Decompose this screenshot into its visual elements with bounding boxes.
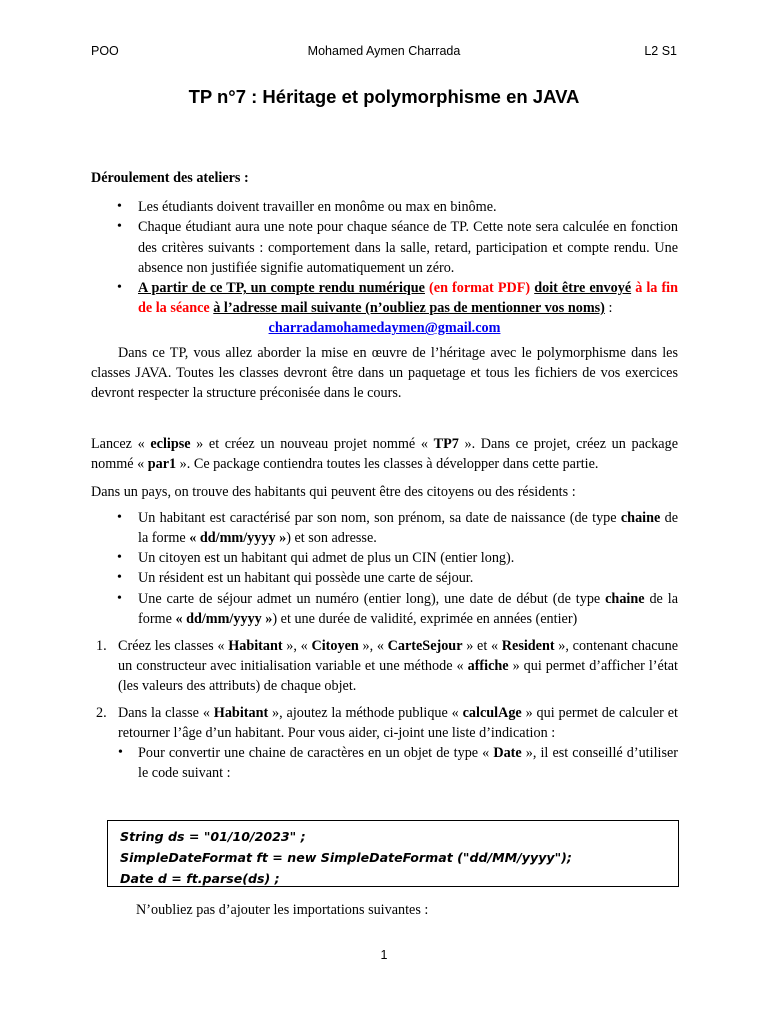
text: de la forme bbox=[138, 590, 678, 627]
class-name: Habitant bbox=[228, 638, 283, 655]
page-title: TP n°7 : Héritage et polymorphisme en JAVA bbox=[188, 86, 580, 107]
header-course: POO bbox=[91, 44, 119, 58]
rule-text: ) bbox=[525, 280, 535, 297]
header-level: L2 S1 bbox=[644, 44, 677, 58]
country-paragraph: Dans un pays, on trouve des habitants qui peuvent être des citoyens ou des résidents : bbox=[91, 483, 576, 500]
step-number: 2. bbox=[96, 704, 107, 721]
text: », ajoutez la méthode publique « bbox=[268, 704, 463, 721]
document-body bbox=[91, 168, 678, 783]
text-bold: chaine bbox=[605, 590, 645, 607]
step-item bbox=[91, 636, 678, 697]
eclipse-label: eclipse bbox=[150, 436, 191, 453]
text: », « bbox=[358, 638, 388, 655]
rule-emphasis: à l’adresse mail suivante (n’oubliez pas de mentionner vos noms) bbox=[213, 300, 605, 317]
text: Dans la classe « bbox=[118, 704, 214, 721]
habitant-item bbox=[91, 589, 678, 629]
habitant-item bbox=[91, 508, 678, 548]
text: » qui permet de calculer et retourner l’âge d’un habitant. Pour vous aider, ci-joint une liste d’indication : bbox=[118, 704, 678, 741]
rules-list bbox=[91, 197, 678, 318]
intro-paragraph: Dans ce TP, vous allez aborder la mise en œuvre de l’héritage avec le polymorphisme dans les classes JAVA. Toutes les classes devront être dans un paquetage et tous les fichiers de vos exercices devront respecter la structure préconisée dans le cours. bbox=[91, 344, 678, 402]
rule-text: : bbox=[604, 300, 613, 317]
email-link[interactable]: charradamohamedaymen@gmail.com bbox=[268, 320, 501, 337]
steps-list bbox=[91, 636, 678, 783]
hint-item bbox=[118, 743, 678, 783]
habitants-list bbox=[91, 508, 678, 629]
step-item bbox=[91, 703, 678, 784]
page-number: 1 bbox=[380, 948, 388, 962]
class-name: CarteSejour bbox=[387, 638, 463, 655]
imports-note: N’oubliez pas d’ajouter les importations suivantes : bbox=[136, 902, 429, 918]
rule-item: • Les étudiants doivent travailler en monôme ou max en binôme. bbox=[91, 197, 678, 217]
habitant-item: • Un résident est un habitant qui possède une carte de séjour. bbox=[91, 568, 678, 588]
text-bold: « dd/mm/yyyy » bbox=[175, 610, 273, 627]
rule-item bbox=[91, 278, 678, 318]
text: Lancez « bbox=[91, 436, 151, 453]
text: de la forme bbox=[138, 509, 678, 547]
eclipse-paragraph bbox=[91, 434, 678, 474]
text: ». Dans ce projet, créez un package nommé « bbox=[91, 436, 678, 473]
class-name: Citoyen bbox=[311, 638, 359, 655]
email-line bbox=[91, 318, 678, 338]
text: », il est conseillé d’utiliser le code suivant : bbox=[138, 745, 678, 782]
package-name: par1 bbox=[147, 456, 177, 473]
text: » qui permet d’afficher l’état (les valeurs des attributs) de chaque objet. bbox=[118, 658, 678, 695]
code-line: Date d = ft.parse(ds) ; bbox=[120, 871, 280, 886]
text: ) et son adresse. bbox=[286, 530, 377, 547]
code-block bbox=[107, 820, 679, 887]
text-bold: « dd/mm/yyyy » bbox=[189, 530, 287, 547]
method-name: calculAge bbox=[462, 704, 522, 721]
class-name: Resident bbox=[501, 638, 555, 655]
class-name: Habitant bbox=[213, 704, 269, 721]
rule-item: • Chaque étudiant aura une note pour chaque séance de TP. Cette note sera calculée en fonction des critères suivants : comportement dans la salle, retard, participation et compte rendu. Une absence non justifiée signifie automatiquement un zéro. bbox=[91, 217, 678, 278]
habitant-item: • Un citoyen est un habitant qui admet de plus un CIN (entier long). bbox=[91, 548, 678, 568]
text: » et créez un nouveau projet nommé « bbox=[190, 436, 434, 453]
rule-emphasis: doit être envoyé bbox=[534, 280, 632, 297]
project-name: TP7 bbox=[433, 436, 459, 453]
code-line: SimpleDateFormat ft = new SimpleDateFormat ("dd/MM/yyyy"); bbox=[120, 850, 572, 865]
text: ) et une durée de validité, exprimée en années (entier) bbox=[272, 610, 578, 627]
text: Pour convertir une chaine de caractères en un objet de type « bbox=[138, 745, 494, 762]
rule-text: ( bbox=[424, 280, 434, 297]
method-name: affiche bbox=[467, 658, 509, 675]
type-name: Date bbox=[493, 745, 522, 762]
text: », « bbox=[282, 638, 312, 655]
step-number: 1. bbox=[96, 638, 107, 655]
rule-emphasis: A partir de ce TP, un compte rendu numérique bbox=[138, 280, 425, 297]
hint-list bbox=[118, 743, 678, 783]
text: », contenant chacune un constructeur avec initialisation variable et une méthode « bbox=[118, 638, 678, 675]
text: ». Ce package contiendra toutes les classes à développer dans cette partie. bbox=[176, 456, 599, 473]
rule-deadline: à la fin de la séance bbox=[138, 280, 678, 317]
text: Créez les classes « bbox=[118, 638, 229, 655]
text-bold: chaine bbox=[620, 509, 661, 526]
code-line: String ds = "01/10/2023" ; bbox=[120, 829, 306, 844]
section-heading: Déroulement des ateliers : bbox=[91, 170, 249, 186]
text: » et « bbox=[462, 638, 502, 655]
text: Un habitant est caractérisé par son nom, son prénom, sa date de naissance (de type bbox=[138, 509, 621, 526]
rule-pdf: en format PDF bbox=[433, 280, 526, 297]
header-author: Mohamed Aymen Charrada bbox=[307, 44, 461, 58]
text: Une carte de séjour admet un numéro (entier long), une date de début (de type bbox=[138, 590, 606, 607]
